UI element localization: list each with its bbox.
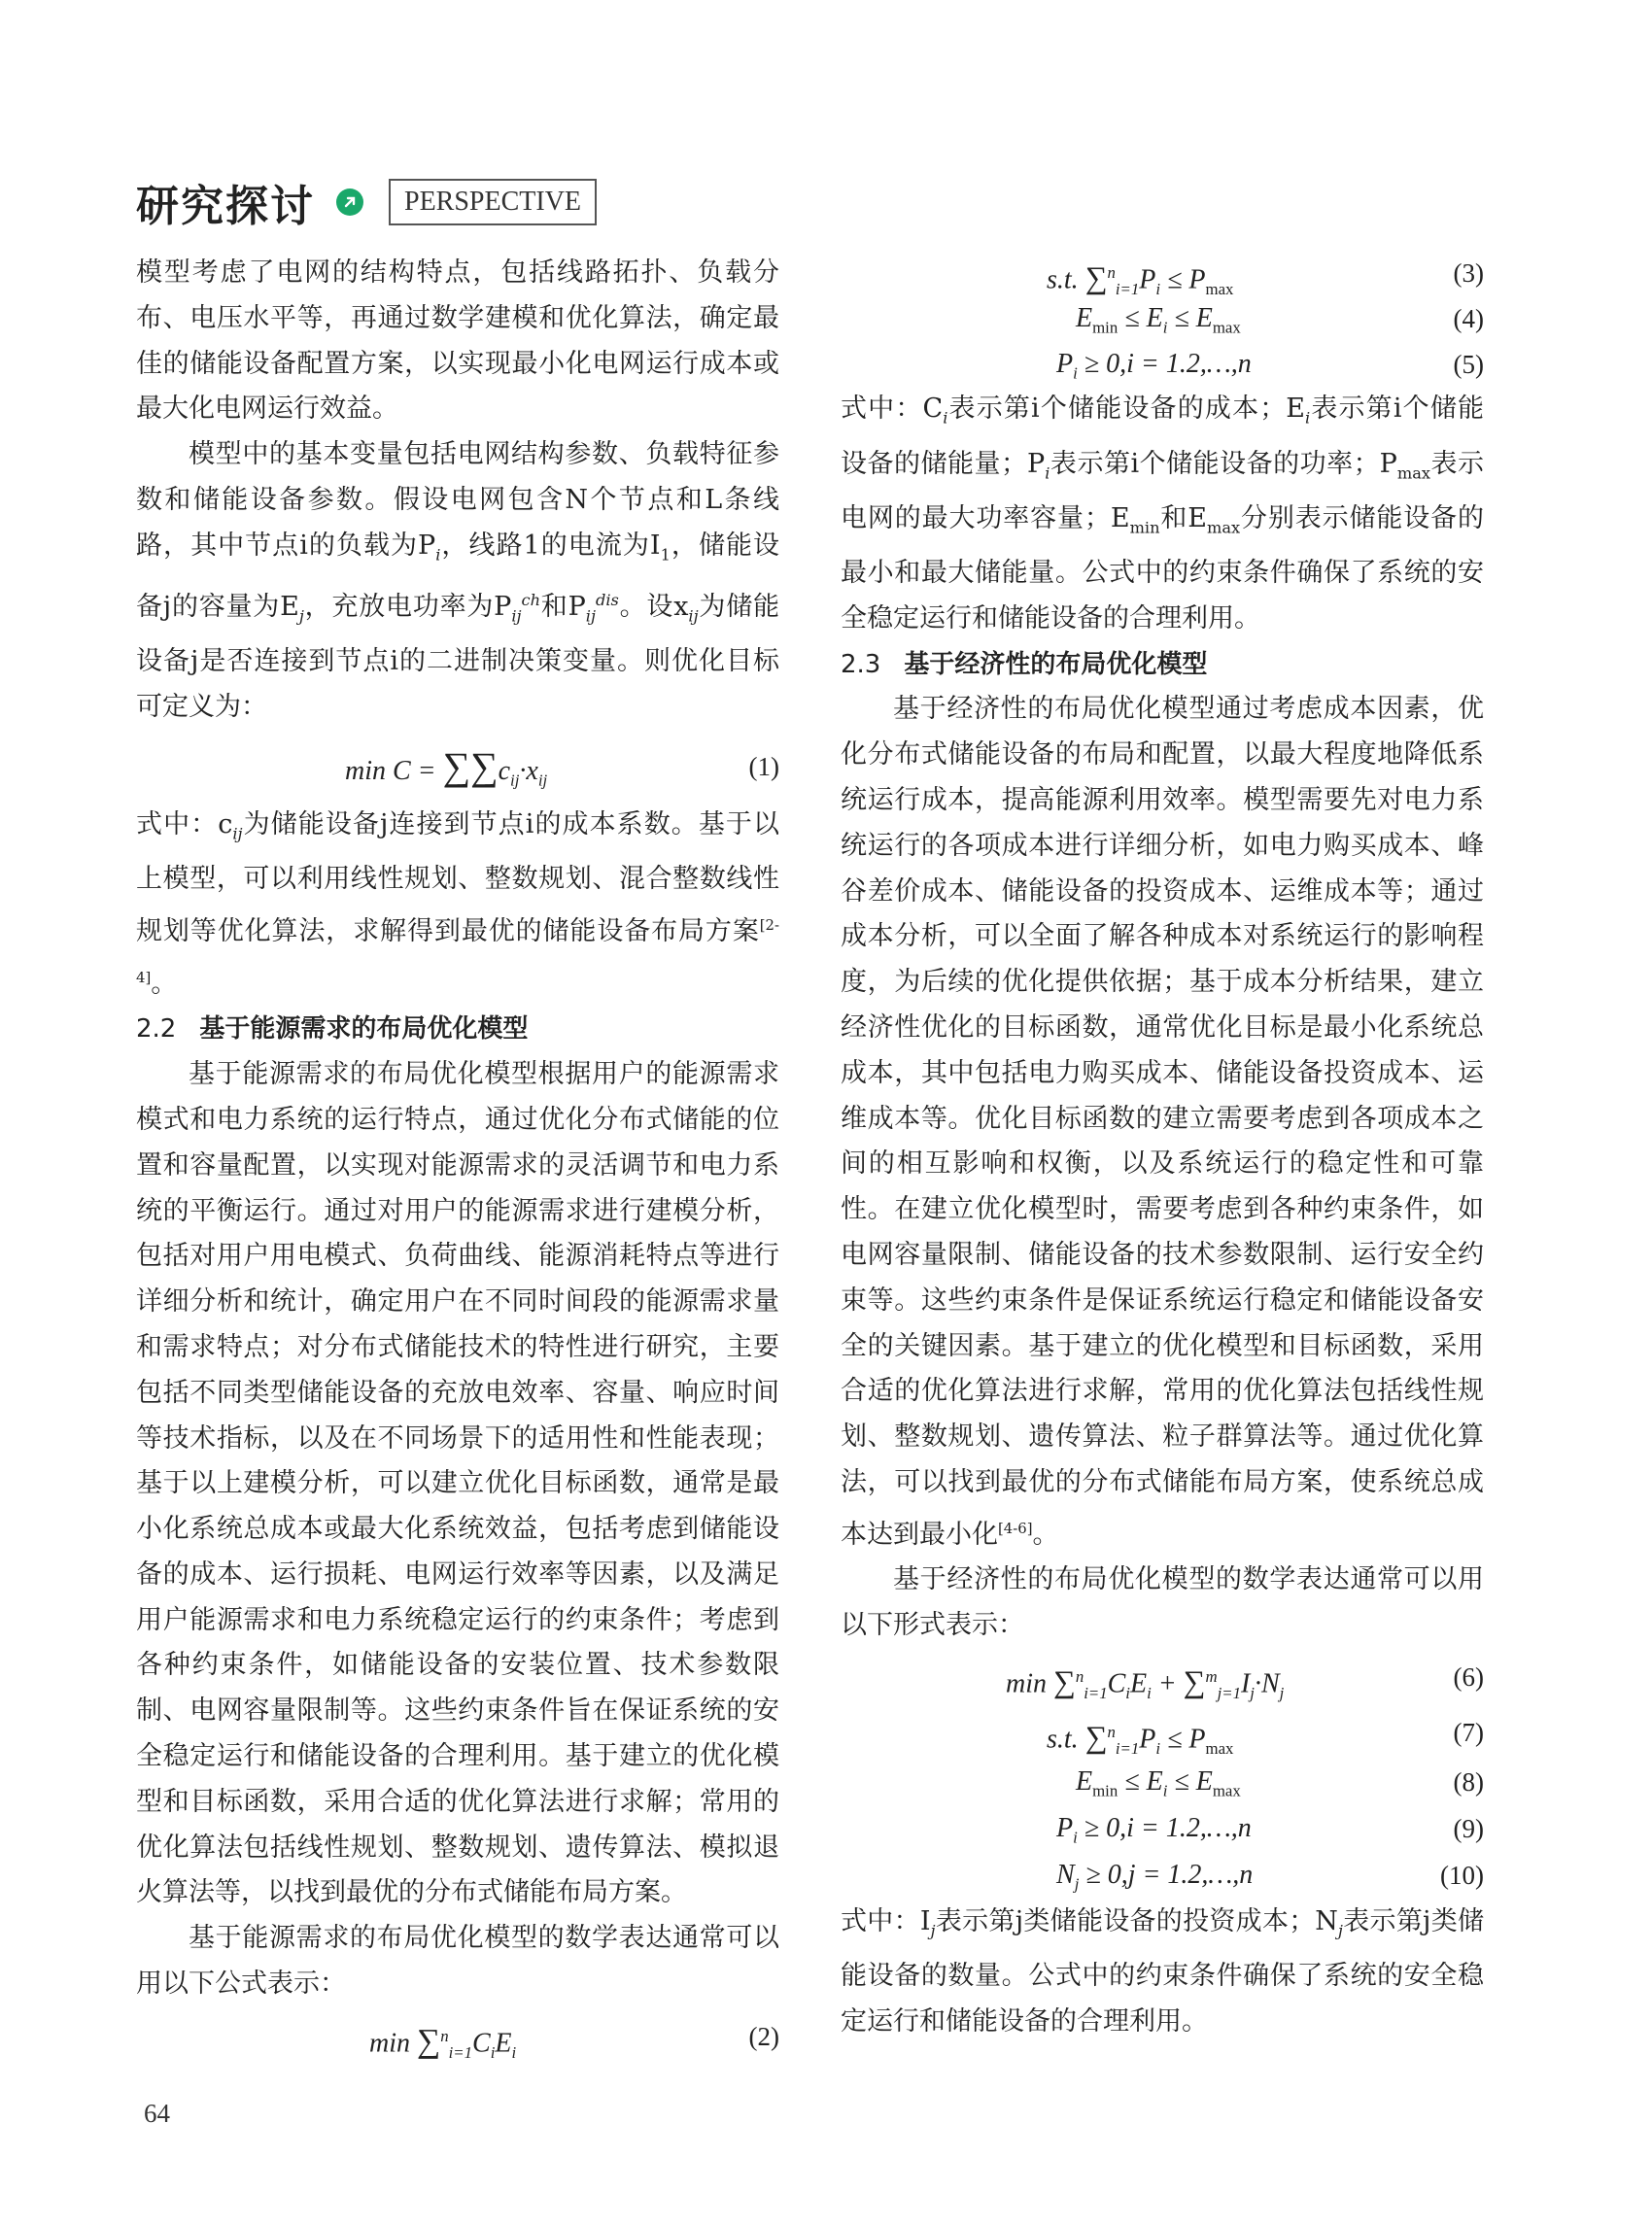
equation-5: $P_i \ge 0,i$ = 1.2,…,n (5) (841, 342, 1484, 388)
left-column (136, 251, 779, 2066)
equation-number: (6) (1453, 1662, 1484, 1693)
equation-9: $P_i \ge 0,i$ = 1.2,…,n (9) (841, 1806, 1484, 1853)
right-column (841, 251, 1484, 2045)
equation-number: (2) (748, 2021, 779, 2051)
paragraph: 基于能源需求的布局优化模型的数学表达通常可以用以下公式表示： (136, 1923, 779, 2000)
paragraph: 式中：$C_i$表示第i个储能设备的成本；$E_i$表示第i个储能设备的储能量；$P_i$表示第i个储能设备的功率；$P_{max}$表示电网的最大功率容量；$E_{min}$和$E_{max}$分别表示储能设备的最小和最大储能量。公式中的约束条件确保了系统的安全稳定运行和储能设备的合理利用。 (841, 394, 1485, 634)
equation-3: s.t. $\sum^n_{i=1}P_i \le P_{max}$ (3) (841, 251, 1484, 296)
paragraph: 基于经济性的布局优化模型的数学表达通常可以用以下形式表示： (841, 1564, 1484, 1641)
paragraph: 基于能源需求的布局优化模型根据用户的能源需求模式和电力系统的运行特点，通过优化分布式储能的位置和容量配置，以实现对能源需求的灵活调节和电力系统的平衡运行。通过对用户的能源需求进行建模分析，包括对用户用电模式、负荷曲线、能源消耗特点等进行详细分析和统计，确定用户在不同时间段的能源需求量和需求特点；对分布式储能技术的特性进行研究，主要包括不同类型储能设备的充放电效率、容量、响应时间等技术指标，以及在不同场景下的适用性和性能表现；基于以上建模分析，可以建立优化目标函数，通常是最小化系统总成本或最大化系统效益，包括考虑到储能设备的成本、运行损耗、电网运行效率等因素，以及满足用户能源需求和电力系统稳定运行的约束条件；考虑到各种约束条件，如储能设备的安装位置、技术参数限制、电网容量限制等。这些约束条件旨在保证系统的安全稳定运行和储能设备的合理利用。基于建立的优化模型和目标函数，采用合适的优化算法进行求解；常用的优化算法包括线性规划、整数规划、遗传算法、模拟退火算法等，以找到最优的分布式储能布局方案。 (136, 1059, 779, 1908)
subsection-heading-2-2: 2.2 基于能源需求的布局优化模型 (136, 1014, 529, 1045)
equation-8: $E_{min} \le E_i \le E_{max}$ (8) (841, 1760, 1484, 1806)
equation-6: $\min \sum^n_{i=1}C_iE_i + \sum^m_{j=1}I_j\cdot N_j$ (6) (841, 1649, 1484, 1705)
equation-number: (7) (1453, 1718, 1484, 1748)
equation-4: $E_{min} \le E_i \le E_{max}$ (4) (841, 296, 1484, 342)
perspective-tag: PERSPECTIVE (389, 179, 597, 225)
equation-2: $\min \sum^n_{i=1}C_iE_i$ (2) (136, 2007, 779, 2066)
section-title: 研究探讨 (136, 182, 315, 231)
equation-number: (5) (1453, 349, 1484, 379)
equation-number: (8) (1453, 1767, 1484, 1798)
page-number: 64 (144, 2099, 170, 2128)
equation-number: (1) (748, 751, 779, 781)
paragraph: 基于经济性的布局优化模型通过考虑成本因素，优化分布式储能设备的布局和配置，以最大程度地降低系统运行成本，提高能源利用效率。模型需要先对电力系统运行的各项成本进行详细分析，如电力购买成本、峰谷差价成本、储能设备的投资成本、运维成本等；通过成本分析，可以全面了解各种成本对系统运行的影响程度，为后续的优化提供依据；基于成本分析结果，建立经济性优化的目标函数，通常优化目标是最小化系统总成本，其中包括电力购买成本、储能设备投资成本、运维成本等。优化目标函数的建立需要考虑到各项成本之间的相互影响和权衡，以及系统运行的稳定性和可靠性。在建立优化模型时，需要考虑到各种约束条件，如电网容量限制、储能设备的技术参数限制、运行安全约束等。这些约束条件是保证系统运行稳定和储能设备安全的关键因素。基于建立的优化模型和目标函数，采用合适的优化算法进行求解，常用的优化算法包括线性规划、整数规划、遗传算法、粒子群算法等。通过优化算法，可以找到最优的分布式储能布局方案，使系统总成本达到最小化[4-6]。 (841, 694, 1484, 1550)
paragraph: 模型考虑了电网的结构特点，包括线路拓扑、负载分布、电压水平等，再通过数学建模和优化算法，确定最佳的储能设备配置方案，以实现最小化电网运行成本或最大化电网运行效益。 (136, 257, 779, 425)
page-header (136, 173, 597, 231)
equation-1 (136, 731, 779, 803)
subsection-heading-2-3: 2.3 基于经济性的布局优化模型 (841, 649, 1208, 679)
paragraph: 式中：$I_j$表示第j类储能设备的投资成本；$N_j$表示第j类储能设备的数量。公式中的约束条件确保了系统的安全稳定运行和储能设备的合理利用。 (841, 1906, 1485, 2038)
paragraph-variables: 模型中的基本变量包括电网结构参数、负载特征参数和储能设备参数。假设电网包含N个节点和L条线路，其中节点i的负载为$P_i$，线路1的电流为$I_1$，储能设备j的容量为$E_j$，充放电功率为$P_{ij}^{ch}$和$P_{ij}^{dis}$。设$x_{ij}$为储能设备j是否连接到节点i的二进制决策变量。则优化目标可定义为： (136, 439, 780, 722)
equation-number: (3) (1453, 258, 1484, 288)
equation-10: $N_j \ge 0,j$ = 1.2,…,n (10) (841, 1853, 1484, 1900)
paragraph: 式中：$c_{ij}$为储能设备j连接到节点i的成本系数。基于以上模型，可以利用线性规划、整数规划、混合整数线性规划等优化算法，求解得到最优的储能设备布局方案[2-4]。 (136, 808, 780, 999)
equation-1-expr: $\min C = \sum\sum c_{ij}\cdot x_{ij}$ (345, 743, 548, 790)
arrow-circle-icon (336, 188, 363, 216)
equation-number: (4) (1453, 303, 1484, 333)
equation-number: (9) (1453, 1814, 1484, 1844)
equation-number: (10) (1440, 1861, 1484, 1891)
equation-7: s.t. $\sum^n_{i=1}P_i \le P_{max}$ (7) (841, 1705, 1484, 1760)
